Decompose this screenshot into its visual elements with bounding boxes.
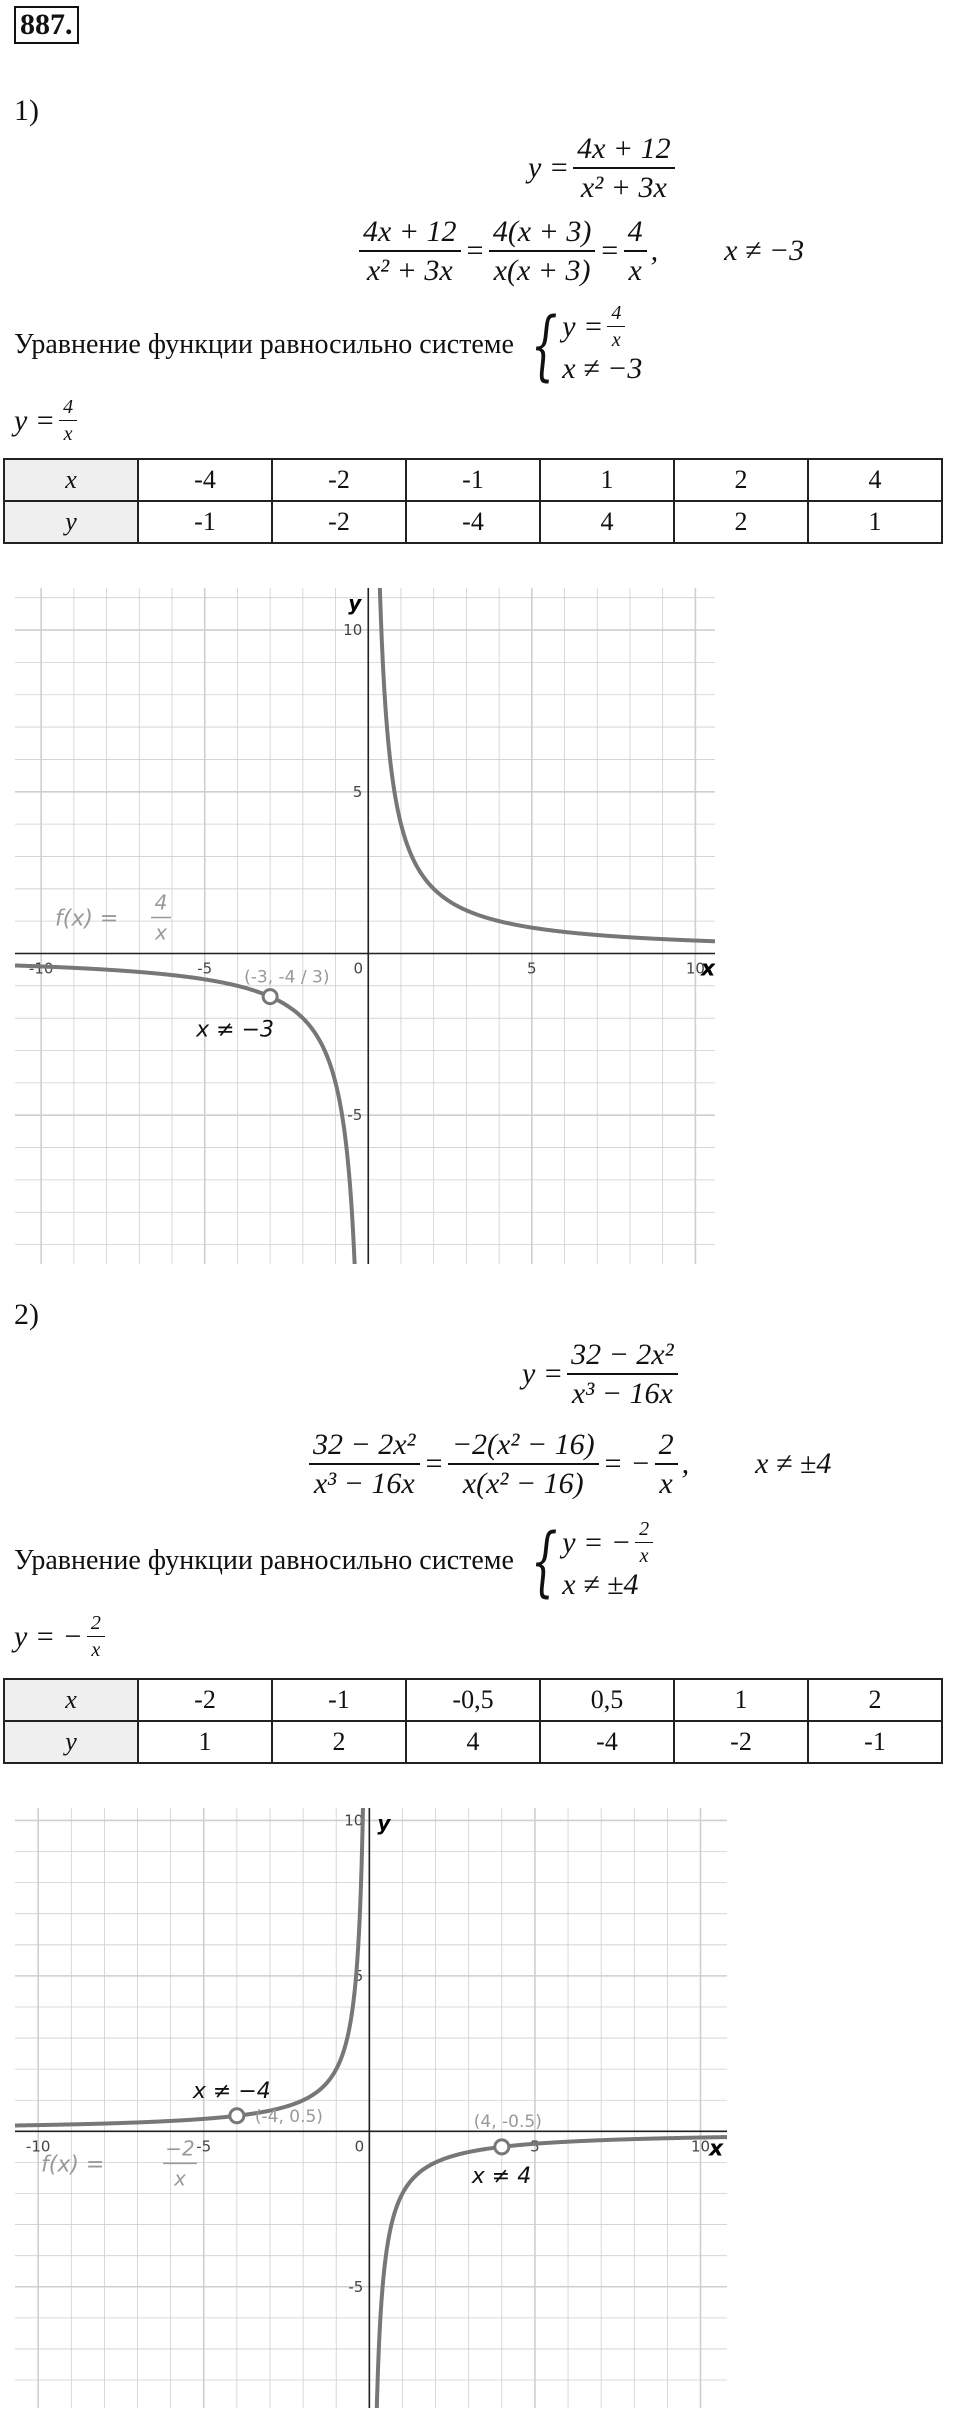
axis-x-label: x: [709, 2136, 724, 2162]
table-cell: 1: [674, 1679, 808, 1721]
fraction-denominator: x: [91, 1639, 101, 1661]
graph-axes: [15, 588, 715, 1264]
fraction-denominator: x: [63, 423, 73, 445]
result-fraction: [59, 396, 77, 445]
fraction-denominator: x: [611, 329, 621, 351]
tick-label-x: 5: [527, 959, 537, 978]
tick-label-x: 10: [685, 959, 705, 978]
system-line-1-lhs: y = −: [562, 1525, 632, 1559]
tick-label-y: -5: [348, 2277, 364, 2296]
comma: ,: [650, 234, 659, 267]
excluded-point-marker: [230, 2109, 244, 2123]
result-fraction: [87, 1612, 105, 1661]
table-cell: -4: [540, 1721, 674, 1763]
fraction-denominator: x: [628, 254, 642, 287]
fraction-2: [448, 1428, 599, 1500]
fraction-numerator: 2: [87, 1612, 105, 1637]
table-cell: 4: [406, 1721, 540, 1763]
table-row: [4, 459, 942, 501]
table-row: [4, 1679, 942, 1721]
curve-right-branch: [369, 588, 715, 941]
function-label-denominator: x: [155, 920, 167, 945]
task-number-text: 887: [20, 8, 65, 41]
fraction-numerator: 2: [635, 1518, 653, 1543]
axis-y-label: y: [377, 1811, 391, 1835]
system-fraction: [635, 1518, 653, 1567]
tick-label-x: 10: [690, 2137, 711, 2156]
brace-icon: {: [530, 299, 558, 389]
part-2-value-table: [3, 1678, 943, 1764]
task-number-dot: .: [65, 8, 73, 41]
fraction-2: [489, 215, 596, 287]
function-lhs: y =: [528, 151, 570, 184]
fraction-3: [624, 215, 647, 287]
fraction-denominator: x³ − 16x: [571, 1377, 673, 1410]
part-2-system-sentence: [14, 1515, 657, 1605]
tick-label-y: 5: [353, 1966, 364, 1985]
table-cell: 1: [540, 459, 674, 501]
tick-label-x: 5: [530, 2137, 540, 2156]
function-lhs: y =: [522, 1357, 564, 1390]
fraction-numerator: 4: [59, 396, 77, 421]
tick-label-y: 10: [344, 1811, 364, 1830]
part-1-simplification: [355, 215, 804, 287]
part-1-system-sentence: [14, 299, 643, 389]
part-2-simplification: [305, 1428, 831, 1500]
fraction-denominator: x² + 3x: [580, 171, 667, 204]
table-cell: 0,5: [540, 1679, 674, 1721]
table-cell: -4: [138, 459, 272, 501]
table-cell: 2: [674, 501, 808, 543]
equals-sign: = −: [602, 1447, 651, 1480]
part-1-label: 1): [14, 94, 39, 127]
curve-right-branch: [370, 2137, 727, 2408]
part-2-function: [522, 1338, 682, 1410]
tick-label-y: 10: [343, 621, 363, 640]
system-line-2: x ≠ −3: [562, 352, 643, 385]
function-label-text: f(x) =: [41, 2152, 105, 2178]
fraction-1: [359, 215, 461, 287]
graph-grid: [15, 588, 715, 1264]
table-cell: -0,5: [406, 1679, 540, 1721]
table-cell: -1: [272, 1679, 406, 1721]
part-2-label: 2): [14, 1298, 39, 1331]
axis-x-label: x: [701, 956, 715, 982]
curve-left-branch: [15, 1808, 369, 2126]
part-2-result: [14, 1612, 109, 1661]
tick-label-x: -10: [25, 2137, 51, 2156]
table-cell: -2: [138, 1679, 272, 1721]
domain-condition: x ≠ −3: [724, 234, 805, 267]
excluded-point-label: (-4, 0.5): [254, 2106, 323, 2127]
fraction-numerator: 4: [624, 215, 647, 252]
fraction-denominator: x³ − 16x: [313, 1467, 415, 1500]
part-1-result: [14, 396, 81, 445]
equation-system: [520, 299, 643, 389]
system-line-1-lhs: y =: [562, 309, 604, 343]
table-header-y: y: [4, 501, 138, 543]
table-cell: 1: [808, 501, 942, 543]
tick-label-y: -5: [347, 1106, 363, 1125]
fraction-numerator: 4(x + 3): [489, 215, 596, 252]
comma: ,: [681, 1447, 690, 1480]
tick-label-x: -5: [197, 959, 213, 978]
fraction-denominator: x: [639, 1545, 649, 1567]
fraction-numerator: 2: [655, 1428, 678, 1465]
part-1-value-table: [3, 458, 943, 544]
excluded-point-marker: [263, 990, 277, 1004]
fraction-numerator: 32 − 2x²: [309, 1428, 420, 1465]
equals-sign: =: [464, 234, 485, 267]
excluded-point-note: x ≠ −4: [192, 2078, 271, 2104]
excluded-point-note: x ≠ 4: [471, 2163, 532, 2189]
table-header-y: y: [4, 1721, 138, 1763]
result-lhs: y = −: [14, 1619, 83, 1653]
function-label-denominator: x: [174, 2166, 186, 2191]
tick-label-x: 0: [353, 959, 364, 978]
table-cell: -4: [406, 501, 540, 543]
fraction-numerator: 4x + 12: [573, 132, 675, 169]
table-cell: 2: [808, 1679, 942, 1721]
brace-icon: {: [530, 1515, 558, 1605]
table-row: [4, 501, 942, 543]
table-cell: 2: [674, 459, 808, 501]
table-header-x: x: [4, 459, 138, 501]
table-cell: 4: [540, 501, 674, 543]
result-lhs: y =: [14, 403, 56, 437]
table-header-x: x: [4, 1679, 138, 1721]
fraction-1: [309, 1428, 420, 1500]
task-number: [14, 6, 79, 44]
system-line-2: x ≠ ±4: [562, 1568, 639, 1601]
axis-y-label: y: [348, 591, 362, 615]
graph-tick-labels: [26, 1811, 710, 2295]
tick-label-x: 0: [354, 2137, 365, 2156]
function-fraction: [567, 1338, 678, 1410]
domain-condition: x ≠ ±4: [755, 1447, 832, 1480]
table-cell: -1: [138, 501, 272, 543]
graph-grid: [15, 1808, 727, 2408]
function-fraction: [573, 132, 675, 204]
fraction-3: [655, 1428, 678, 1500]
table-cell: -2: [272, 459, 406, 501]
function-label: [41, 2136, 197, 2190]
tick-label-x: -5: [196, 2137, 212, 2156]
table-cell: 2: [272, 1721, 406, 1763]
equation-system: [520, 1515, 657, 1605]
fraction-numerator: 32 − 2x²: [567, 1338, 678, 1375]
system-fraction: [607, 302, 625, 351]
fraction-denominator: x(x + 3): [493, 254, 591, 287]
part-1-function: [528, 132, 679, 204]
table-cell: -2: [272, 501, 406, 543]
function-label-numerator: 4: [154, 890, 168, 915]
tick-label-y: 5: [352, 782, 363, 801]
excluded-point-marker: [495, 2140, 509, 2154]
part-1-graph: [15, 588, 715, 1264]
equals-sign: =: [423, 1447, 444, 1480]
fraction-denominator: x: [659, 1467, 673, 1500]
tick-label-x: -10: [28, 959, 54, 978]
excluded-point-note: x ≠ −3: [196, 1017, 275, 1043]
table-cell: -1: [406, 459, 540, 501]
function-label-numerator: −2: [165, 2136, 195, 2161]
system-text: Уравнение функции равносильно системе: [14, 328, 514, 360]
table-cell: -1: [808, 1721, 942, 1763]
function-label: [55, 890, 171, 944]
fraction-numerator: 4x + 12: [359, 215, 461, 252]
equals-sign: =: [599, 234, 620, 267]
system-text: Уравнение функции равносильно системе: [14, 1544, 514, 1576]
table-cell: 1: [138, 1721, 272, 1763]
fraction-denominator: x² + 3x: [366, 254, 453, 287]
table-cell: 4: [808, 459, 942, 501]
excluded-point-label: (-3, -4 / 3): [244, 967, 330, 988]
fraction-denominator: x(x² − 16): [462, 1467, 584, 1500]
graph-tick-labels: [29, 621, 705, 1124]
function-label-text: f(x) =: [55, 906, 119, 932]
part-2-graph: [15, 1808, 727, 2408]
fraction-numerator: −2(x² − 16): [448, 1428, 599, 1465]
excluded-point-label: (4, -0.5): [473, 2111, 542, 2132]
table-cell: -2: [674, 1721, 808, 1763]
fraction-numerator: 4: [607, 302, 625, 327]
table-row: [4, 1721, 942, 1763]
